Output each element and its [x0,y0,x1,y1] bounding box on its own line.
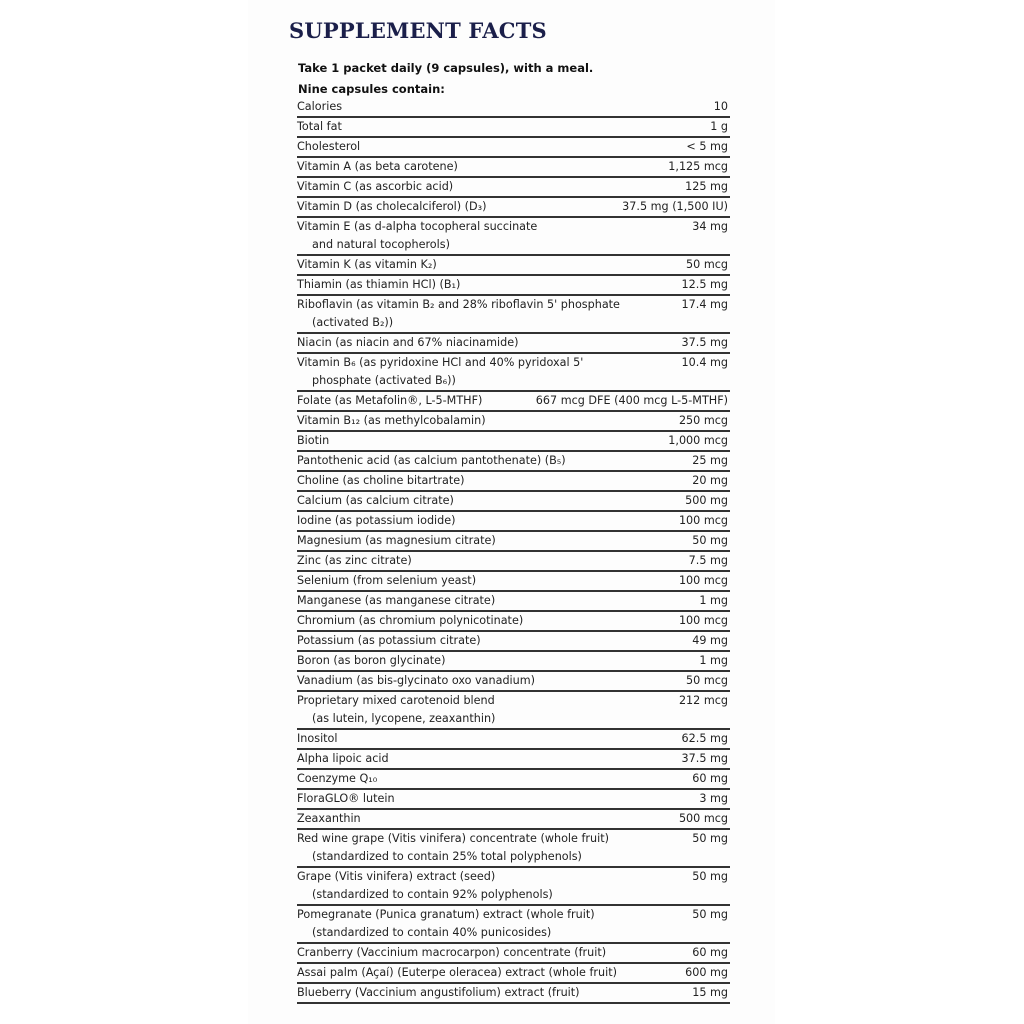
nutrient-amount: 1 g [710,120,728,133]
nutrient-amount: 500 mcg [678,812,728,825]
nutrient-amount: 34 mg [692,220,728,233]
nutrient-amount: 15 mg [692,986,728,999]
table-row [297,532,730,552]
nutrient-amount: 667 mcg DFE (400 mcg L-5-MTHF) [535,394,728,407]
nutrient-label: Zeaxanthin [297,812,361,825]
nutrient-label: Vitamin D (as cholecalciferol) (D₃) [297,200,487,213]
table-row [297,98,730,118]
nutrient-sublabel: (activated B₂)) [312,316,394,329]
table-row [297,276,730,296]
table-row [297,452,730,472]
nutrient-name [297,984,692,1002]
nutrient-sublabel: (standardized to contain 40% punicosides) [312,926,552,939]
nutrient-amount: 37.5 mg [681,336,728,349]
nutrient-label: Coenzyme Q₁₀ [297,772,378,785]
nutrient-amount: 10 [713,100,728,113]
table-row [297,906,730,944]
nutrient-amount: 50 mg [692,870,728,883]
nutrient-name [297,592,699,610]
table-row [297,472,730,492]
nutrient-name [297,672,686,690]
table-row [297,432,730,452]
nutrient-name [297,432,668,450]
nutrient-label: Vanadium (as bis-glycinato oxo vanadium) [297,674,536,687]
nutrient-amount: 1 mg [699,654,728,667]
table-row [297,750,730,770]
nutrient-name [297,552,689,570]
nutrient-label: Pantothenic acid (as calcium pantothenate) (B₅) [297,454,566,467]
nutrient-label: Manganese (as manganese citrate) [297,594,496,607]
nutrient-label: Chromium (as chromium polynicotinate) [297,614,524,627]
nutrient-amount: 60 mg [692,946,728,959]
table-row [297,830,730,868]
nutrient-label: Folate (as Metafolin®, L-5-MTHF) [297,394,483,407]
nutrient-name [297,138,686,156]
nutrient-name [297,750,682,768]
nutrient-label: Calories [297,100,343,113]
nutrient-label: Niacin (as niacin and 67% niacinamide) [297,336,519,349]
nutrient-amount: 50 mcg [686,674,728,687]
nutrient-label: Red wine grape (Vitis vinifera) concentrate (whole fruit) [297,832,609,845]
nutrient-amount: 50 mg [692,534,728,547]
table-row [297,790,730,810]
page-title: SUPPLEMENT FACTS [289,18,547,43]
nutrient-name [297,354,682,390]
nutrient-name [297,790,699,808]
nutrient-amount: 125 mg [685,180,728,193]
nutrient-amount: 20 mg [692,474,728,487]
nutrient-name [297,830,692,866]
nutrient-label: Thiamin (as thiamin HCl) (B₁) [297,278,461,291]
nutrient-name [297,412,679,430]
nutrient-label: Cholesterol [297,140,361,153]
nutrient-amount: 250 mcg [678,414,728,427]
table-row [297,944,730,964]
nutrient-amount: 212 mcg [678,694,728,707]
nutrient-name [297,98,714,116]
nutrient-label: Boron (as boron glycinate) [297,654,446,667]
nutrient-amount: < 5 mg [686,140,728,153]
nutrient-name [297,256,686,274]
nutrient-name [297,118,710,136]
table-row [297,810,730,830]
table-row [297,770,730,790]
table-row [297,118,730,138]
table-row [297,868,730,906]
nutrient-label: Vitamin B₁₂ (as methylcobalamin) [297,414,486,427]
table-row [297,256,730,276]
supplement-facts-table [297,98,730,1004]
nutrient-sublabel: and natural tocopherols) [312,238,450,251]
nutrient-amount: 17.4 mg [681,298,728,311]
nutrient-name [297,492,685,510]
nutrient-amount: 50 mcg [686,258,728,271]
table-row [297,552,730,572]
nutrient-name [297,810,679,828]
nutrient-amount: 7.5 mg [688,554,728,567]
nutrient-name [297,334,682,352]
nutrient-amount: 1 mg [699,594,728,607]
nutrient-name [297,612,679,630]
nutrient-label: Potassium (as potassium citrate) [297,634,481,647]
nutrient-name [297,906,692,942]
nutrient-name [297,296,682,332]
nutrient-name [297,178,685,196]
nutrient-name [297,944,692,962]
table-row [297,512,730,532]
table-row [297,672,730,692]
nutrient-amount: 1,000 mcg [668,434,728,447]
nutrient-amount: 62.5 mg [681,732,728,745]
nutrient-sublabel: (standardized to contain 25% total polyphenols) [312,850,582,863]
nutrient-name [297,452,692,470]
nutrient-name [297,532,692,550]
nutrient-amount: 100 mcg [678,574,728,587]
table-row [297,138,730,158]
nutrient-name [297,868,692,904]
directions-text: Take 1 packet daily (9 capsules), with a meal. [298,61,594,75]
nutrient-name [297,652,699,670]
nutrient-label: Zinc (as zinc citrate) [297,554,412,567]
table-row [297,158,730,178]
nutrient-label: Vitamin K (as vitamin K₂) [297,258,437,271]
nutrient-amount: 50 mg [692,832,728,845]
nutrient-amount: 37.5 mg [681,752,728,765]
nutrient-amount: 25 mg [692,454,728,467]
nutrient-label: Assai palm (Açaí) (Euterpe oleracea) extract (whole fruit) [297,966,617,979]
nutrient-name [297,276,682,294]
nutrient-label: Iodine (as potassium iodide) [297,514,456,527]
table-row [297,412,730,432]
nutrient-name [297,730,682,748]
nutrient-label: Vitamin A (as beta carotene) [297,160,458,173]
nutrient-label: Vitamin C (as ascorbic acid) [297,180,454,193]
table-row [297,592,730,612]
nutrient-amount: 50 mg [692,908,728,921]
table-row [297,492,730,512]
nutrient-name [297,770,692,788]
nutrient-sublabel: phosphate (activated B₆)) [312,374,456,387]
nutrient-name [297,572,679,590]
nutrient-name [297,472,692,490]
nutrient-name [297,158,668,176]
nutrient-amount: 100 mcg [678,514,728,527]
table-row [297,354,730,392]
nutrient-label: Inositol [297,732,338,745]
nutrient-sublabel: (standardized to contain 92% polyphenols) [312,888,553,901]
nutrient-amount: 60 mg [692,772,728,785]
table-row [297,218,730,256]
nutrient-amount: 1,125 mcg [668,160,728,173]
nutrient-amount: 10.4 mg [681,356,728,369]
nutrient-label: Total fat [297,120,342,133]
table-row [297,572,730,592]
nutrient-amount: 12.5 mg [681,278,728,291]
table-row [297,692,730,730]
table-row [297,178,730,198]
nutrient-label: Pomegranate (Punica granatum) extract (whole fruit) [297,908,595,921]
nutrient-name [297,392,536,410]
table-row [297,296,730,334]
nutrient-label: Calcium (as calcium citrate) [297,494,454,507]
nutrient-label: Grape (Vitis vinifera) extract (seed) [297,870,496,883]
nutrient-label: Riboflavin (as vitamin B₂ and 28% riboflavin 5' phosphate [297,298,620,311]
nutrient-label: Proprietary mixed carotenoid blend [297,694,495,707]
nutrient-name [297,198,622,216]
nutrient-label: Selenium (from selenium yeast) [297,574,477,587]
nutrient-name [297,632,692,650]
table-row [297,730,730,750]
table-row [297,984,730,1004]
table-row [297,652,730,672]
nutrient-name [297,692,679,728]
nutrient-label: Vitamin B₆ (as pyridoxine HCl and 40% pyridoxal 5' [297,356,584,369]
nutrient-amount: 3 mg [699,792,728,805]
nutrient-name [297,964,685,982]
nutrient-label: Magnesium (as magnesium citrate) [297,534,496,547]
table-row [297,964,730,984]
nutrient-sublabel: (as lutein, lycopene, zeaxanthin) [312,712,496,725]
table-row [297,334,730,354]
nutrient-label: FloraGLO® lutein [297,792,395,805]
nutrient-label: Alpha lipoic acid [297,752,389,765]
nutrient-label: Blueberry (Vaccinium angustifolium) extract (fruit) [297,986,580,999]
nutrient-name [297,218,692,254]
nutrient-label: Choline (as choline bitartrate) [297,474,465,487]
table-row [297,612,730,632]
nutrient-label: Vitamin E (as d-alpha tocopheral succinate [297,220,538,233]
nutrient-amount: 49 mg [692,634,728,647]
nutrient-amount: 37.5 mg (1,500 IU) [622,200,728,213]
nutrient-amount: 100 mcg [678,614,728,627]
nutrient-amount: 600 mg [685,966,728,979]
nutrient-label: Cranberry (Vaccinium macrocarpon) concentrate (fruit) [297,946,607,959]
nutrient-amount: 500 mg [685,494,728,507]
table-row [297,198,730,218]
nutrient-label: Biotin [297,434,330,447]
table-row [297,632,730,652]
table-row [297,392,730,412]
nutrient-name [297,512,679,530]
serving-header: Nine capsules contain: [298,82,445,96]
